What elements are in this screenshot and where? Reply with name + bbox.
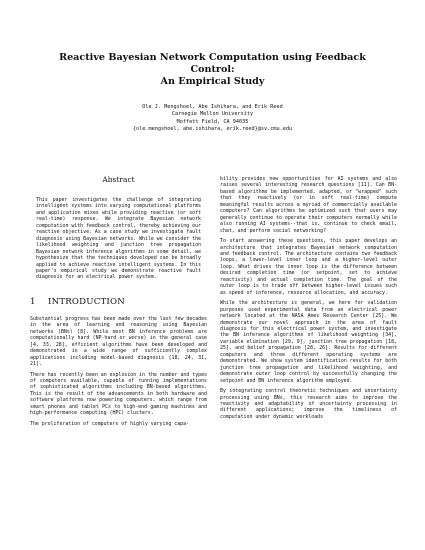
affiliation-line-2: Moffett Field, CA 94035	[176, 118, 249, 125]
author-emails: {ole.mengshoel, abe.ishihara, erik.reed}@sv.cmu.edu	[132, 125, 293, 132]
section-heading-introduction	[30, 297, 207, 307]
section-number: 1	[30, 296, 36, 307]
abstract-heading: Abstract	[102, 175, 135, 184]
right-column	[220, 176, 397, 424]
right-paragraph-1: bility provides new opportunities for AI systems and also raises several interesting research questions [11]. Can BN-based algorithms be implemented, adapted, or "wrapped" such that they reactively (or in soft real-time) compute meaningful results across a myriad of commercially available computers? Can algorithms be optimized such that users may generally continue to operate their computers normally while also running AI systems--that is, continue to check email, chat, and perform social networking?	[220, 176, 397, 234]
affiliation-line-1: Carnegie Mellon University	[171, 111, 254, 118]
abstract-text: This paper investigates the challenge of integrating intelligent systems into varying computational platforms and application mixes while providing reactive (or soft real-time) response. We integrate Bayesian network computation with feedback control, thereby achieving our reactive objective. As a case study we investigate fault diagnosis using Bayesian networks. While we consider the likelihood weighting and junction tree propagation Bayesian network inference algorithms in some detail, we hypothesize that the techniques developed can be broadly applied to achieve reactive intelligent systems. In this paper's empirical study we demonstrate reactive fault diagnosis for an electrical power system.	[36, 197, 201, 281]
author-block	[60, 104, 365, 133]
paper-title-line-1: Reactive Bayesian Network Computation using Feedback Control:	[59, 52, 366, 75]
right-paragraph-3: While the architecture is general, we here for validation purposes used experimental data from an electrical power network located at the NASA Ames Research Center [25]. We demonstrate our novel approach in the area of fault diagnosis for this electrical power system, and investigate the BN inference algorithms of likelihood weighting [34], variable elimination [29, 9], junction tree propagation [18, 25], and belief propagation [28, 26]. Results for different computers and three different operating systems are demonstrated. We show system identification results for both junction tree propagation and likelihood weighting, and demonstrate outer loop control by successfully changing the setpoint and BN inference algorithm employed.	[220, 300, 397, 384]
intro-paragraph-3: The proliferation of computers of highly varying capa-	[30, 420, 189, 427]
paper-title	[40, 52, 385, 88]
left-column	[30, 176, 207, 431]
section-title: INTRODUCTION	[48, 296, 125, 307]
right-paragraph-2: To start answering these questions, this paper develops an architecture that integrates Bayesian network computation and feedback control. The architecture contains two feedback loops, a lower-level inner loop and a higher-level outer loop. What drives the inner loop is the difference between desired completion time (or setpoint, set to achieve reactivity) and actual completion time. The goal of the outer loop is to trade off between higher-level issues such as speed of inference, resource allocation, and accuracy.	[220, 238, 397, 296]
intro-paragraph-2: There has recently been an explosion in the number and types of computers available, capable of running implementations of sophisticated algorithms including BN-based algorithms. This is the result of the advancements in both hardware and software platforms now powering computers, which range from smart phones and tablet PCs to high-end gaming machines and high-performance computing (HPC) clusters.	[30, 371, 207, 417]
right-paragraph-4: By integrating control theoretic techniques and uncertainty processing using BNs, this research aims to improve the reactivity and adaptability of uncertainty processing in different applications; improve the timeliness of computation under dynamic workloads	[220, 388, 397, 420]
paper-title-line-2: An Empirical Study	[160, 76, 265, 87]
abstract-body	[30, 197, 207, 281]
author-names: Ole J. Mengshoel, Abe Ishihara, and Erik Reed	[142, 104, 283, 110]
intro-paragraph-1: Substantial progress has been made over the last few decades in the area of learning and reasoning using Bayesian networks (BNs) [8]. While most BN inference problems are computationally hard (NP-hard or worse) in the general case [4, 33, 28], efficient algorithms have been developed and demonstrated in a wide range of sufficiently complex applications including model-based diagnosis [18, 24, 31, 21].	[30, 315, 207, 368]
